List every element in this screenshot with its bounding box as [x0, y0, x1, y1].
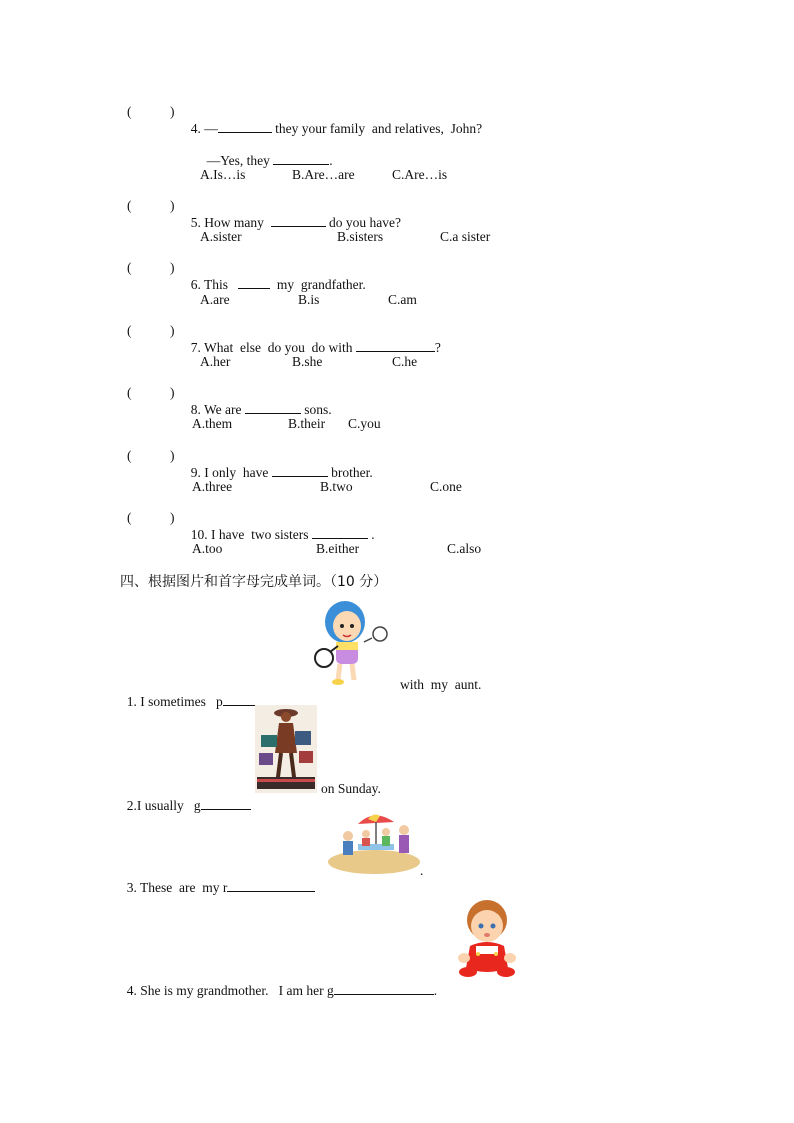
option-a: A.three — [192, 479, 233, 494]
option-c: C.one — [430, 479, 462, 494]
answer-blank[interactable] — [227, 879, 315, 892]
answer-paren-close: ) — [170, 323, 175, 338]
answer-paren-close: ) — [170, 198, 175, 213]
fill-item-1: 1. I sometimes p — [120, 677, 309, 710]
option-c: C.he — [392, 354, 418, 369]
baby-boy-image — [456, 896, 518, 980]
option-c: C.you — [348, 416, 381, 431]
answer-blank[interactable] — [312, 526, 368, 539]
option-a: A.her — [200, 354, 231, 369]
answer-blank[interactable] — [272, 464, 328, 477]
answer-blank[interactable] — [273, 152, 329, 165]
option-a: A.are — [200, 292, 230, 307]
option-c: C.a sister — [440, 229, 491, 244]
option-c: C.Are…is — [392, 167, 448, 182]
answer-paren-close: ) — [170, 448, 175, 463]
answer-blank[interactable] — [271, 214, 326, 227]
question-8: 8. We are sons. — [190, 402, 332, 417]
question-10: 10. I have two sisters . — [190, 527, 375, 542]
option-b: B.either — [316, 541, 360, 556]
answer-paren-close: ) — [170, 104, 175, 119]
option-b: B.is — [298, 292, 320, 307]
answer-blank[interactable] — [356, 339, 435, 352]
family-picnic-image — [328, 810, 420, 874]
option-a: A.them — [192, 416, 233, 431]
question-6: 6. This my grandfather. — [190, 277, 366, 292]
option-b: B.two — [320, 479, 353, 494]
fill-item-3: 3. These are my r — [120, 863, 315, 896]
fill-item-2: 2.I usually g — [120, 781, 251, 814]
fill-item-1-end: with my aunt. — [400, 677, 482, 692]
option-c: C.am — [388, 292, 417, 307]
question-4-reply: —Yes, they . — [206, 153, 333, 168]
question-9: 9. I only have brother. — [190, 465, 373, 480]
option-a: A.sister — [200, 229, 242, 244]
answer-paren-open: ( — [127, 104, 132, 119]
question-5: 5. How many do you have? — [190, 215, 401, 230]
fill-item-2-end: on Sunday. — [321, 781, 381, 796]
question-7: 7. What else do you do with ? — [190, 340, 441, 355]
option-b: B.their — [288, 416, 326, 431]
option-b: B.sisters — [337, 229, 384, 244]
option-b: B.she — [292, 354, 323, 369]
answer-paren-open: ( — [127, 385, 132, 400]
badminton-player-image — [312, 600, 394, 688]
answer-blank[interactable] — [334, 982, 434, 995]
answer-paren-open: ( — [127, 510, 132, 525]
answer-blank[interactable] — [245, 401, 301, 414]
fill-item-4: 4. She is my grandmother. I am her g . — [126, 983, 438, 998]
answer-blank[interactable] — [201, 797, 251, 810]
answer-paren-open: ( — [127, 323, 132, 338]
option-a: A.too — [192, 541, 223, 556]
answer-paren-open: ( — [127, 198, 132, 213]
answer-paren-close: ) — [170, 260, 175, 275]
answer-blank[interactable] — [238, 276, 270, 289]
shopping-woman-image — [255, 705, 317, 793]
answer-paren-open: ( — [127, 448, 132, 463]
option-b: B.Are…are — [292, 167, 355, 182]
answer-paren-close: ) — [170, 385, 175, 400]
section-title: 四、根据图片和首字母完成单词。（10 分） — [120, 574, 388, 590]
option-a: A.Is…is — [200, 167, 246, 182]
answer-paren-close: ) — [170, 510, 175, 525]
fill-item-3-end: . — [420, 863, 424, 878]
option-c: C.also — [447, 541, 482, 556]
answer-blank[interactable] — [218, 120, 272, 133]
answer-paren-open: ( — [127, 260, 132, 275]
question-4: 4. — they your family and relatives, John? — [190, 121, 483, 136]
